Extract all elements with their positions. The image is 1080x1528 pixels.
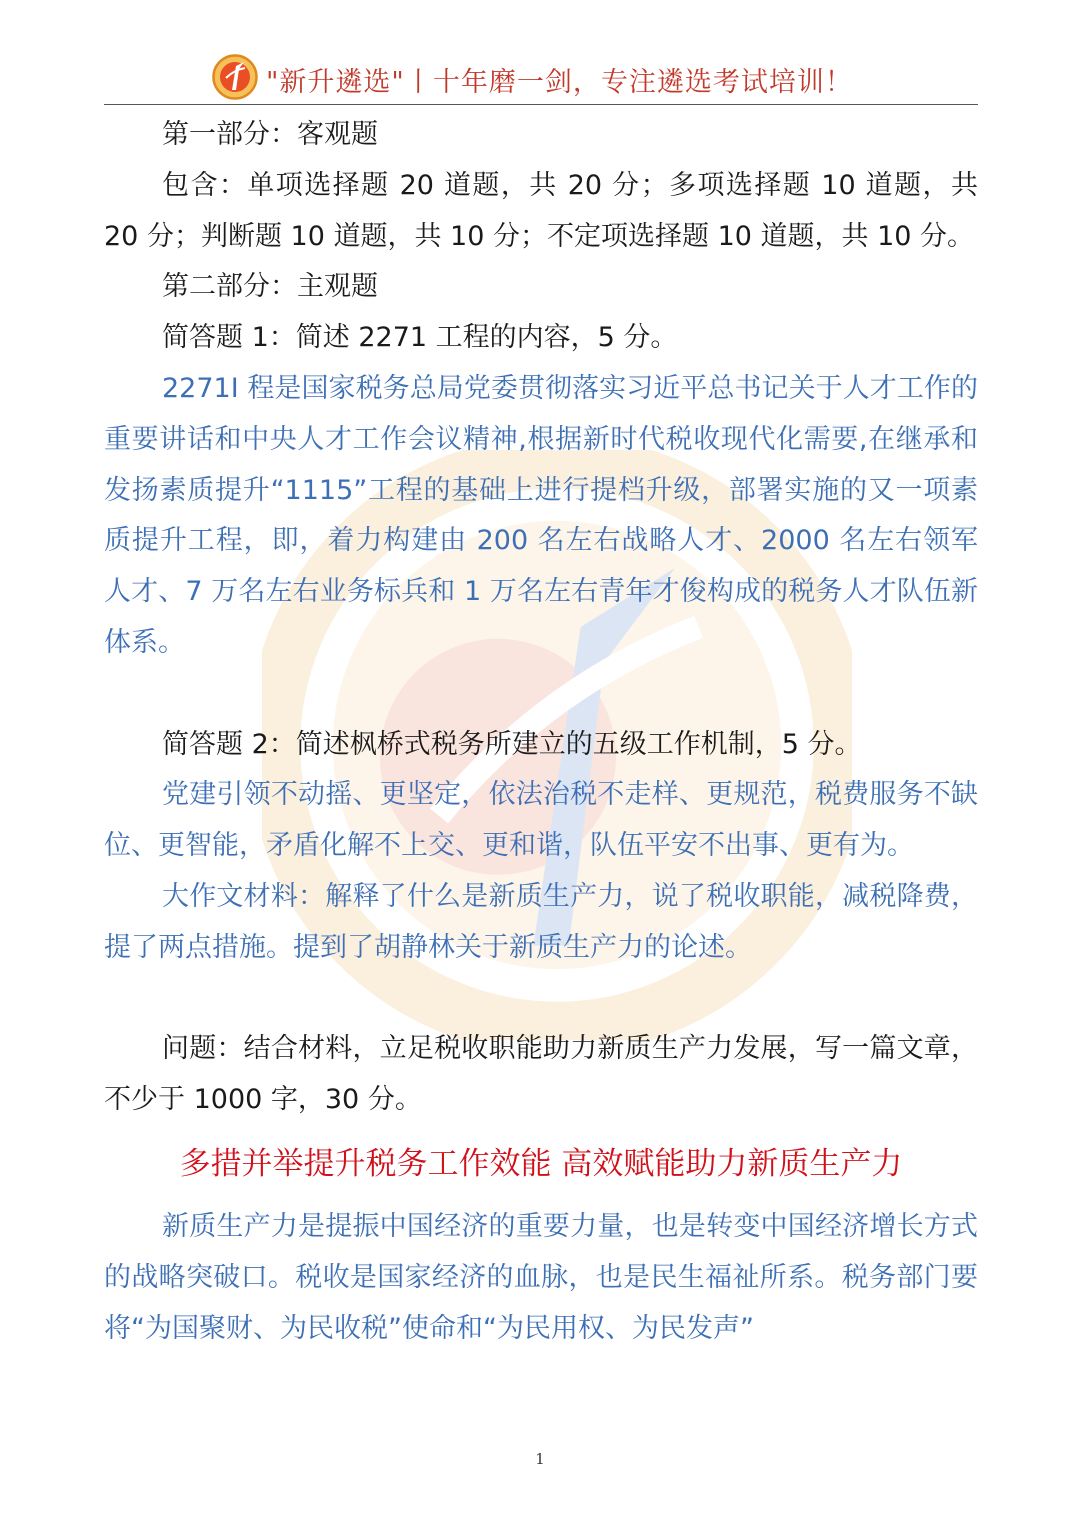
header-slogan: "新升遴选"丨十年磨一剑，专注遴选考试培训！ (266, 67, 853, 98)
essay-material-summary: 大作文材料：解释了什么是新质生产力，说了税收职能，减税降费，提了两点措施。提到了胡静林关于新质生产力的论述。 (104, 880, 978, 963)
company-logo-icon (212, 54, 258, 100)
document-body (104, 110, 978, 1354)
short-answer-answer-2: 党建引领不动摇、更坚定，依法治税不走样、更规范，税费服务不缺位、更智能，矛盾化解不上交、更和谐，队伍平安不出事、更有为。 (104, 779, 978, 862)
spacer (104, 669, 978, 720)
section-heading-subjective: 第二部分：主观题 (162, 271, 378, 303)
essay-title: 多措并举提升税务工作效能 高效赋能助力新质生产力 (179, 1145, 903, 1182)
short-answer-question-2: 简答题 2：简述枫桥式税务所建立的五级工作机制，5 分。 (162, 728, 862, 760)
objective-description: 包含：单项选择题 20 道题，共 20 分；多项选择题 10 道题，共 20 分；判断题 10 道题，共 10 分；不定项选择题 10 道题，共 10 分。 (104, 169, 978, 252)
section-heading-objective: 第一部分：客观题 (162, 119, 378, 150)
spacer (104, 974, 978, 1025)
short-answer-question-1: 简答题 1：简述 2271 工程的内容，5 分。 (162, 322, 678, 354)
page-header (104, 52, 978, 105)
essay-paragraph: 新质生产力是提振中国经济的重要力量，也是转变中国经济增长方式的战略突破口。税收是国家经济的血脉，也是民生福祉所系。税务部门要将“为国聚财、为民收税”使命和“为民用权、为民发声” (104, 1210, 978, 1344)
short-answer-answer-1: 2271I 程是国家税务总局党委贯彻落实习近平总书记关于人才工作的重要讲话和中央人才工作会议精神,根据新时代税收现代化需要,在继承和发扬素质提升“1115”工程的基础上进行提档升级，部署实施的又一项素质提升工程，即，着力构建由 200 名左右战略人才、2000 名左右领军人才、7 万名左右业务标兵和 1 万名左右青年才俊构成的税务人才队伍新体系。 (104, 372, 978, 658)
page-number: 1 (535, 1450, 545, 1468)
essay-question: 问题：结合材料，立足税收职能助力新质生产力发展，写一篇文章，不少于 1000 字，30 分。 (104, 1033, 978, 1116)
